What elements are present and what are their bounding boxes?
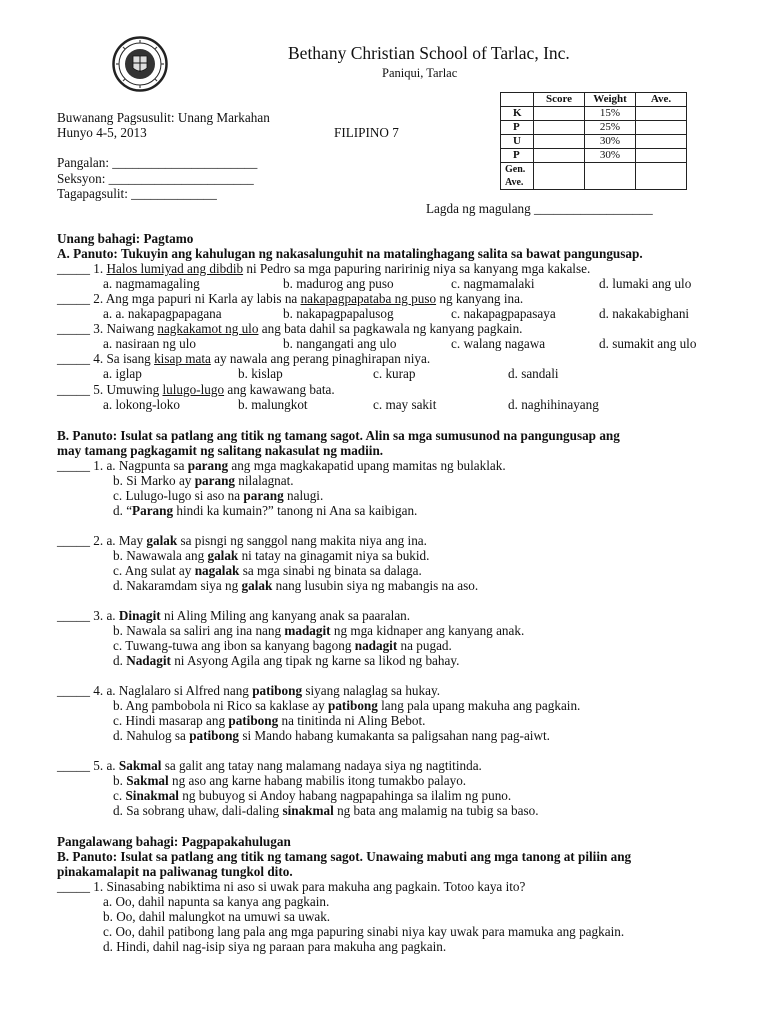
grade-table xyxy=(500,92,687,190)
school-seal-logo xyxy=(112,36,168,92)
choice[interactable]: a. lokong-loko xyxy=(103,397,180,412)
grade-row: U 30% xyxy=(501,135,687,149)
choice[interactable]: d. sandali xyxy=(508,366,559,381)
subject-label: FILIPINO 7 xyxy=(334,125,399,140)
choice[interactable]: c. Ang sulat ay nagalak sa mga sinabi ng binata sa dalaga. xyxy=(113,563,422,578)
choice[interactable]: b. kislap xyxy=(238,366,283,381)
choice[interactable]: c. Sinakmal ng bubuyog si Andoy habang nagpapahinga sa ilalim ng puno. xyxy=(113,788,512,803)
question-item: _____ 4. a. Naglalaro si Alfred nang patibong siyang nalaglag sa hukay. xyxy=(57,683,440,698)
checker-field[interactable]: Tagapagsulit: _____________ xyxy=(57,186,217,201)
choice[interactable]: a. nasiraan ng ulo xyxy=(103,336,197,351)
choice[interactable]: d. Nakaramdam siya ng galak nang lusubin siya ng mabangis na aso. xyxy=(113,578,479,593)
choice[interactable]: c. nakapagpapasaya xyxy=(451,306,556,321)
section-field[interactable]: Seksyon: ______________________ xyxy=(57,171,254,186)
exam-date: Hunyo 4-5, 2013 xyxy=(57,125,147,140)
choice[interactable]: a. iglap xyxy=(103,366,142,381)
choice[interactable]: d. Sa sobrang uhaw, dali-daling sinakmal ng bata ang malamig na tubig sa baso. xyxy=(113,803,539,818)
choice[interactable]: d. naghihinayang xyxy=(508,397,599,412)
grade-header-cell: Ave. xyxy=(636,93,687,107)
grade-row: P 25% xyxy=(501,121,687,135)
choice[interactable]: a. nagmamagaling xyxy=(103,276,200,291)
choice[interactable]: a. Oo, dahil napunta sa kanya ang pagkain. xyxy=(103,894,330,909)
question-item: _____ 2. a. May galak sa pisngi ng sanggol nang makita niya ang ina. xyxy=(57,533,427,548)
grade-header-cell: Weight xyxy=(585,93,636,107)
choice[interactable]: b. Nawawala ang galak ni tatay na ginagamit niya sa bukid. xyxy=(113,548,430,563)
question-item: _____ 4. Sa isang kisap mata ay nawala ang perang pinaghirapan niya. xyxy=(57,351,431,366)
partB-instruction: B. Panuto: Isulat sa patlang ang titik ng tamang sagot. Alin sa mga sumusunod na pangungusap ang xyxy=(57,428,620,443)
choice[interactable]: c. nagmamalaki xyxy=(451,276,535,291)
choice[interactable]: b. Ang pambobola ni Rico sa kaklase ay patibong lang pala upang makuha ang pagkain. xyxy=(113,698,581,713)
question-item: _____ 5. Umuwing lulugo-lugo ang kawawang bata. xyxy=(57,382,335,397)
choice[interactable]: d. nakakabighani xyxy=(599,306,690,321)
partB-instruction-cont: may tamang pagkagamit ng salitang nakasulat ng madiin. xyxy=(57,443,384,458)
choice[interactable]: c. may sakit xyxy=(373,397,437,412)
choice[interactable]: d. Nahulog sa patibong si Mando habang kumakanta sa paligsahan nang pag-aiwt. xyxy=(113,728,550,743)
choice[interactable]: b. nangangati ang ulo xyxy=(283,336,397,351)
grade-header-cell xyxy=(501,93,534,107)
exam-title: Buwanang Pagsusulit: Unang Markahan xyxy=(57,110,270,125)
choice[interactable]: b. nakapagpapalusog xyxy=(283,306,394,321)
choice[interactable]: a. a. nakapagpapagana xyxy=(103,306,222,321)
choice[interactable]: c. Hindi masarap ang patibong na tinitinda ni Aling Bebot. xyxy=(113,713,426,728)
part2-title: Pangalawang bahagi: Pagpapakahulugan xyxy=(57,834,291,849)
choice[interactable]: c. Lulugo-lugo si aso na parang nalugi. xyxy=(113,488,324,503)
choice[interactable]: d. Nadagit ni Asyong Agila ang tipak ng karne sa likod ng bahay. xyxy=(113,653,460,668)
choice[interactable]: d. “Parang hindi ka kumain?” tanong ni Ana sa kaibigan. xyxy=(113,503,418,518)
question-item: _____ 2. Ang mga papuri ni Karla ay labis na nakapagpapataba ng puso ng kanyang ina. xyxy=(57,291,524,306)
choice[interactable]: b. Oo, dahil malungkot na umuwi sa uwak. xyxy=(103,909,331,924)
choice[interactable]: d. sumakit ang ulo xyxy=(599,336,697,351)
parent-signature-field[interactable]: Lagda ng magulang __________________ xyxy=(426,201,653,216)
part2-instruction-cont: pinakamalapit na paliwanag tungkol dito. xyxy=(57,864,293,879)
part1-instruction: A. Panuto: Tukuyin ang kahulugan ng nakasalunguhit na matalinghagang salita sa bawat pangungusap. xyxy=(57,246,643,261)
question-item: _____ 5. a. Sakmal sa galit ang tatay nang malamang nadaya siya ng nagtitinda. xyxy=(57,758,482,773)
choice[interactable]: b. Si Marko ay parang nilalagnat. xyxy=(113,473,294,488)
school-name: Bethany Christian School of Tarlac, Inc. xyxy=(288,43,570,63)
question-item: _____ 1. Sinasabing nabiktima ni aso si uwak para makuha ang pagkain. Totoo kaya ito? xyxy=(57,879,526,894)
grade-row-general-average: Gen. Ave. xyxy=(501,163,687,190)
grade-row: P 30% xyxy=(501,149,687,163)
choice[interactable]: c. walang nagawa xyxy=(451,336,546,351)
choice[interactable]: b. Sakmal ng aso ang karne habang mabilis itong tumakbo palayo. xyxy=(113,773,467,788)
choice[interactable]: b. Nawala sa saliri ang ina nang madagit ng mga kidnaper ang kanyang anak. xyxy=(113,623,525,638)
choice[interactable]: c. Tuwang-tuwa ang ibon sa kanyang bagong nadagit na pugad. xyxy=(113,638,452,653)
question-item: _____ 1. Halos lumiyad ang dibdib ni Pedro sa mga papuring naririnig niya sa kanyang mga kakalse. xyxy=(57,261,591,276)
part1-title: Unang bahagi: Pagtamo xyxy=(57,231,194,246)
choice[interactable]: c. kurap xyxy=(373,366,416,381)
choice[interactable]: d. lumaki ang ulo xyxy=(599,276,692,291)
choice[interactable]: b. madurog ang puso xyxy=(283,276,394,291)
name-field[interactable]: Pangalan: ______________________ xyxy=(57,155,258,170)
question-item: _____ 3. a. Dinagit ni Aling Miling ang kanyang anak sa paaralan. xyxy=(57,608,411,623)
grade-row: K 15% xyxy=(501,107,687,121)
choice[interactable]: c. Oo, dahil patibong lang pala ang mga papuring sinabi niya kay uwak para mamuka ang pagkain. xyxy=(103,924,625,939)
school-town: Paniqui, Tarlac xyxy=(382,66,458,80)
choice[interactable]: d. Hindi, dahil nag-isip siya ng paraan para makuha ang pagkain. xyxy=(103,939,447,954)
grade-header-cell: Score xyxy=(534,93,585,107)
grade-table-header xyxy=(501,93,687,107)
question-item: _____ 1. a. Nagpunta sa parang ang mga magkakapatid upang mamitas ng bulaklak. xyxy=(57,458,506,473)
part2-instruction: B. Panuto: Isulat sa patlang ang titik ng tamang sagot. Unawaing mabuti ang mga tanong at piliin ang xyxy=(57,849,632,864)
choice[interactable]: b. malungkot xyxy=(238,397,308,412)
question-item: _____ 3. Naiwang nagkakamot ng ulo ang bata dahil sa pagkawala ng kanyang pagkain. xyxy=(57,321,523,336)
